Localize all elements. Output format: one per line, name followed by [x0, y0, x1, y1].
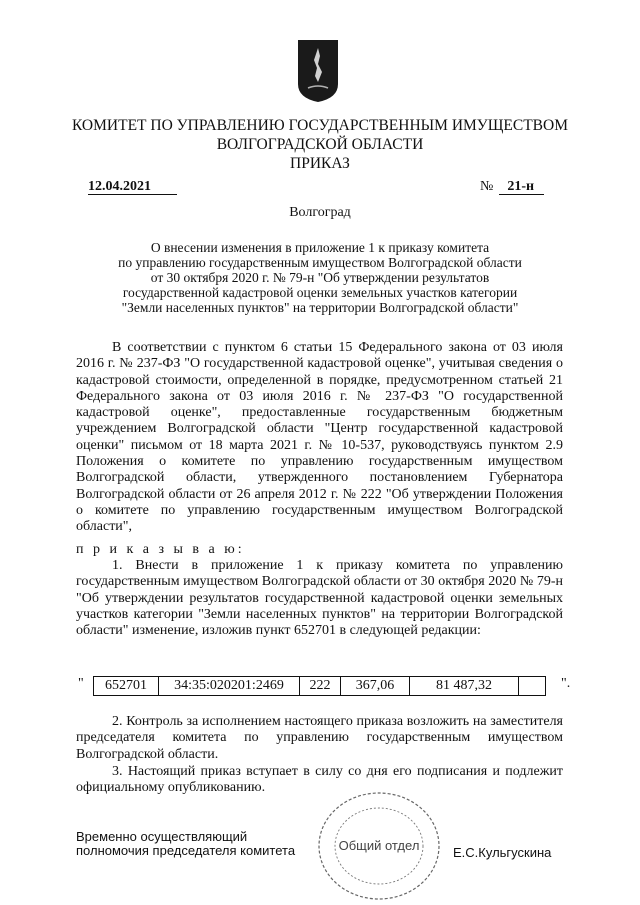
committee-name-line2: ВОЛГОГРАДСКОЙ ОБЛАСТИ — [216, 136, 424, 153]
document-type: ПРИКАЗ — [290, 155, 350, 172]
closing-quote: ". — [561, 676, 571, 691]
signatory-position-line2: полномочия председателя комитета — [76, 843, 296, 858]
coat-of-arms-emblem — [296, 38, 340, 104]
table-cell-cadastral-id: 34:35:020201:2469 — [159, 677, 300, 696]
signatory-name: Е.С.Кульгускина — [453, 845, 552, 860]
subject-line: от 30 октября 2020 г. № 79-н "Об утверждении результатов — [150, 270, 490, 285]
subject-line: "Земли населенных пунктов" на территории Волгоградской области" — [121, 300, 519, 315]
subject-line: по управлению государственным имуществом Волгоградской области — [118, 255, 522, 270]
item-3-paragraph: 3. Настоящий приказ вступает в силу со дня его подписания и подлежит официальному опубликованию. — [76, 764, 563, 796]
cadastral-row-table — [93, 676, 546, 696]
order-number: № 21-н — [480, 179, 544, 195]
table-cell-number: 652701 — [94, 677, 159, 696]
table-cell-rate: 367,06 — [341, 677, 410, 696]
table-cell-code: 222 — [300, 677, 341, 696]
opening-quote: " — [78, 676, 84, 691]
committee-name-line1: КОМИТЕТ ПО УПРАВЛЕНИЮ ГОСУДАРСТВЕННЫМ ИМУЩЕСТВОМ — [71, 117, 568, 134]
city: Волгоград — [289, 205, 351, 220]
item-1-paragraph: 1. Внести в приложение 1 к приказу комитета по управлению государственным имуществом Волгоградской области от 30 октября 2020 № 79-н "Об утверждении результатов государственной кадастровой оценки земельных участков категории "Земли населенных пунктов" на территории Волгоградской области" изменение, изложив пункт 652701 в следующей редакции: — [76, 558, 563, 639]
order-date: 12.04.2021 — [88, 179, 177, 195]
table-cell-value: 81 487,32 — [410, 677, 519, 696]
item-2-paragraph: 2. Контроль за исполнением настоящего приказа возложить на заместителя председателя комитета по управлению государственным имуществом Волгоградской области. — [76, 714, 563, 762]
signatory-position-line1: Временно осуществляющий — [76, 829, 248, 844]
stamp-text: Общий отдел — [338, 838, 420, 853]
preamble-paragraph: В соответствии с пунктом 6 статьи 15 Федерального закона от 03 июля 2016 г. № 237-ФЗ "О государственной кадастровой оценке", учитывая сведения о кадастровой стоимости, определенной в порядке, предусмотренном статьей 21 Федерального закона от 03 июля 2016 г. № 237-ФЗ "О государственной кадастровой оценке", предоставленные государственным бюджетным учреждением Волгоградской области "Центр государственной кадастровой оценки" письмом от 18 марта 2021 г. № 10-537, руководствуясь пунктом 2.9 Положения о комитете по управлению государственным имуществом Волгоградской области, утвержденного постановлением Губернатора Волгоградской области от 26 апреля 2012 г. № 222 "Об утверждении Положения о комитете по управлению государственным имуществом Волгоградской области", — [76, 340, 563, 535]
table-cell-empty — [519, 677, 546, 696]
subject-line: О внесении изменения в приложение 1 к приказу комитета — [150, 240, 490, 255]
order-word: п р и к а з ы в а ю: — [76, 542, 245, 557]
official-stamp — [316, 790, 442, 902]
table-row — [94, 677, 546, 696]
signatory-position — [76, 830, 295, 858]
subject-line: государственной кадастровой оценки земельных участков категории — [122, 285, 518, 300]
